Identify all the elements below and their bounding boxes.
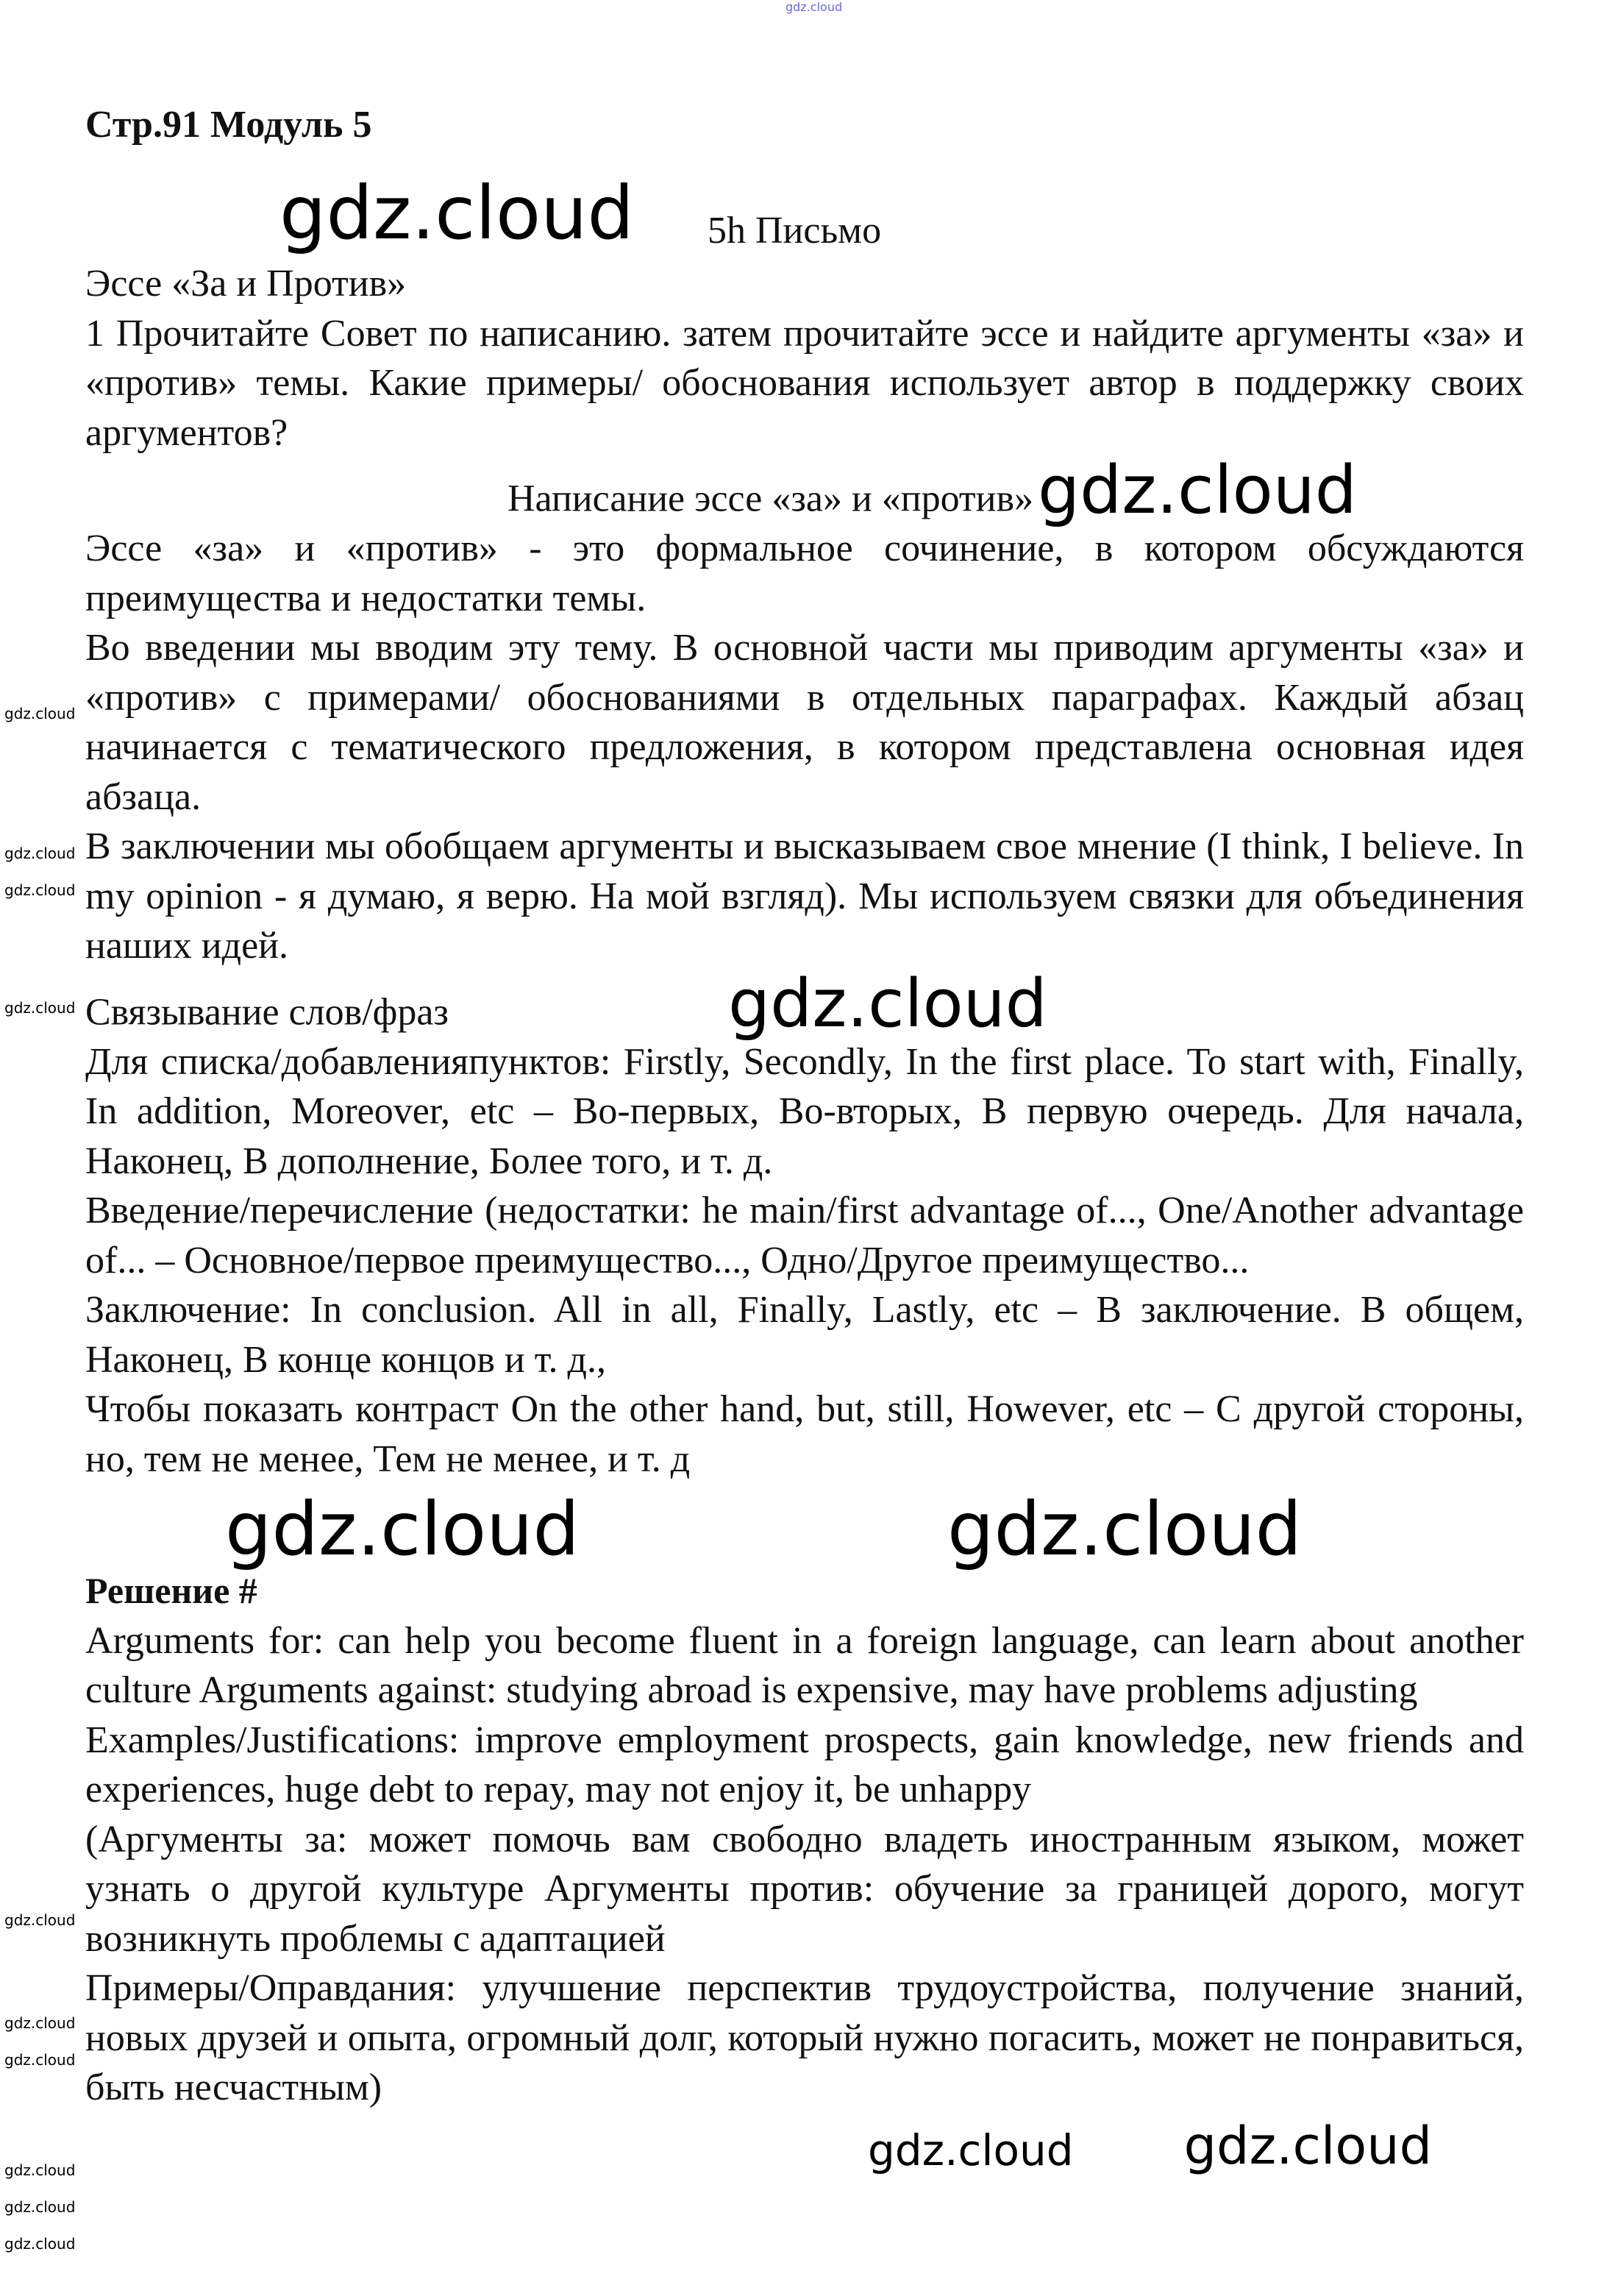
watermark-row bbox=[85, 2113, 1524, 2176]
solution-paragraph: Examples/Justifications: improve employment prospects, gain knowledge, new friends and experiences, huge debt to repay, may not enjoy it, be unhappy bbox=[85, 1719, 1524, 1810]
solution-paragraph: Примеры/Оправдания: улучшение перспектив трудоустройства, получение знаний, новых друзей и опыта, огромный долг, который нужно погасить, может не понравиться, быть несчастным) bbox=[85, 1967, 1524, 2108]
watermark: gdz.cloud bbox=[4, 2198, 76, 2216]
watermark: gdz.cloud bbox=[785, 0, 843, 14]
task-question: 1 Прочитайте Совет по написанию. затем прочитайте эссе и найдите аргументы «за» и «против» темы. Какие примеры/ обоснования использует автор в поддержку своих аргументов? bbox=[85, 312, 1524, 454]
tip-paragraph: Эссе «за» и «против» - это формальное сочинение, в котором обсуждаются преимущества и недостатки темы. bbox=[85, 527, 1524, 619]
tip-subheading-line bbox=[85, 964, 1524, 1042]
content bbox=[85, 259, 1524, 2176]
watermark: gdz.cloud bbox=[1183, 2115, 1432, 2176]
solution-paragraph: Arguments for: can help you become fluent in a foreign language, can learn about another culture Arguments against: studying abroad is expensive, may have problems adjusting bbox=[85, 1619, 1524, 1711]
watermark: gdz.cloud bbox=[4, 2161, 76, 2179]
watermark: gdz.cloud bbox=[947, 1486, 1303, 1572]
section-title: 5h Письмо bbox=[708, 210, 882, 252]
tip-paragraph: Для списка/добавленияпунктов: Firstly, Secondly, In the first place. To start with, Finally, In addition, Moreover, etc – Во-первых, Во-вторых, В первую очередь. Для начала, Наконец, В дополнение, Более того, и т. д. bbox=[85, 1040, 1524, 1182]
watermark-row bbox=[85, 1484, 1524, 1572]
watermark: gdz.cloud bbox=[4, 999, 76, 1017]
watermark: gdz.cloud bbox=[4, 845, 76, 862]
tip-title: Написание эссе «за» и «против» bbox=[507, 477, 1034, 520]
watermark: gdz.cloud bbox=[868, 2125, 1074, 2175]
watermark: gdz.cloud bbox=[4, 881, 76, 899]
watermark: gdz.cloud bbox=[4, 2235, 76, 2253]
watermark: gdz.cloud bbox=[727, 964, 1047, 1042]
solution-paragraph: (Аргументы за: может помочь вам свободно владеть иностранным языком, может узнать о другой культуре Аргументы против: обучение за границей дорого, могут возникнуть проблемы с адаптацией bbox=[85, 1818, 1524, 1960]
tip-paragraph: Во введении мы вводим эту тему. В основной части мы приводим аргументы «за» и «против» с примерами/ обоснованиями в отдельных параграфах. Каждый абзац начинается с тематического предложения, в котором представлена основная идея абзаца. bbox=[85, 627, 1524, 818]
tip-paragraph: Введение/перечисление (недостатки: he main/first advantage of..., One/Another advantage of... – Основное/первое преимущество..., Одно/Другое преимущество... bbox=[85, 1190, 1524, 1282]
watermark: gdz.cloud bbox=[4, 2051, 76, 2069]
task-heading: Эссе «За и Против» bbox=[85, 263, 407, 305]
tip-subheading: Связывание слов/фраз bbox=[85, 991, 449, 1033]
tip-paragraph: Чтобы показать контраст On the other hand, but, still, However, etc – С другой стороны, но, тем не менее, Тем не менее, и т. д bbox=[85, 1388, 1524, 1480]
page-title: Стр.91 Модуль 5 bbox=[85, 104, 372, 146]
tip-paragraph: Заключение: In conclusion. All in all, Finally, Lastly, etc – В заключение. В общем, Наконец, В конце концов и т. д., bbox=[85, 1289, 1524, 1381]
watermark: gdz.cloud bbox=[4, 1911, 76, 1929]
watermark: gdz.cloud bbox=[4, 705, 76, 722]
watermark: gdz.cloud bbox=[279, 170, 635, 256]
watermark: gdz.cloud bbox=[1038, 452, 1357, 529]
watermark: gdz.cloud bbox=[225, 1486, 580, 1572]
watermark: gdz.cloud bbox=[4, 2014, 76, 2032]
tip-paragraph: В заключении мы обобщаем аргументы и высказываем свое мнение (I think, I believe. In my opinion - я думаю, я верю. На мой взгляд). Мы используем связки для объединения наших идей. bbox=[85, 825, 1524, 967]
solution-label: Решение # bbox=[85, 1570, 257, 1611]
tip-title-line bbox=[85, 452, 1524, 529]
